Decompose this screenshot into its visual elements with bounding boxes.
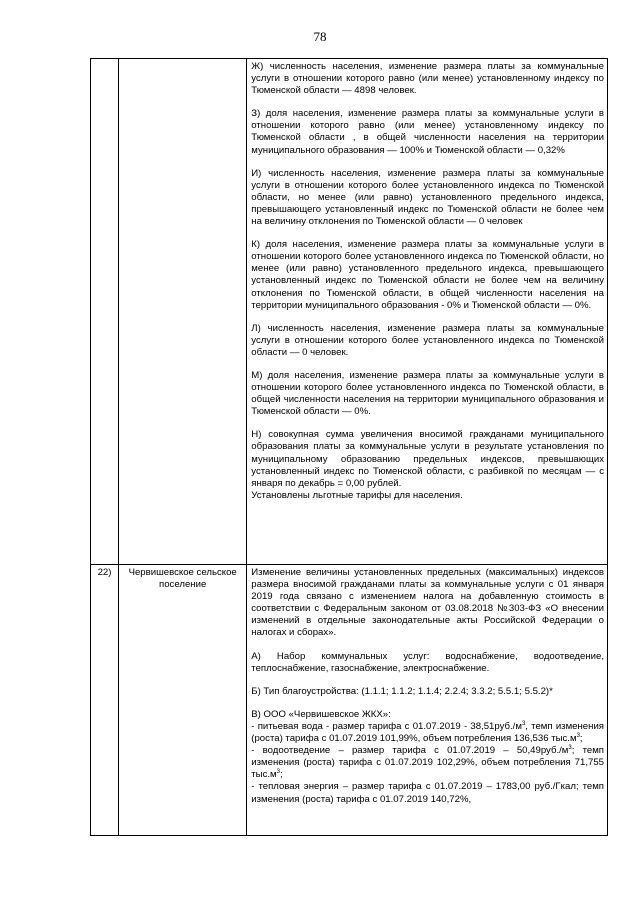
paragraph: И) численность населения, изменение размера платы за коммунальные услуги в отношении которого более установленного индекса по Тюменской области, но менее (или равно) установленного предельного индекса, превышающего установленный индекс по Тюменской области не более чем на величину отклонения по Тюменской области — 0 человек bbox=[251, 167, 604, 228]
type-text: благоустройства: (1.1.1; 1.1.2; 1.1.4; 2.2.4; 3.3.2; 5.5.1; 5.5.2)* bbox=[279, 685, 553, 697]
paragraph bbox=[251, 686, 604, 698]
paragraph: А) Набор коммунальных услуг: водоснабжение, водоотведение, теплоснабжение, газоснабжение, электроснабжение. bbox=[251, 650, 604, 674]
paragraph: Ж) численность населения, изменение размера платы за коммунальные услуги в отношении которого равно (или менее) установленному индексу по Тюменской области — 4898 человек. bbox=[251, 61, 604, 97]
paragraph: Л) численность населения, изменение размера платы за коммунальные услуги в отношении которого более установленного индекса по Тюменской области — 0 человек. bbox=[251, 322, 604, 358]
page-number: 78 bbox=[313, 29, 327, 44]
description-cell bbox=[247, 59, 608, 565]
paragraph: М) доля населения, изменение размера платы за коммунальные услуги в отношении которого более установленного индекса по Тюменской области, в общей численности населения на территории муниципального образования и Тюменской области — 0%. bbox=[251, 369, 604, 418]
tariff-line: - тепловая энергия – размер тарифа с 01.07.2019 – 1783,00 руб./Гкал; темп изменения (роста) тарифа с 01.07.2019 140,72%, bbox=[251, 781, 604, 805]
tariff-line: - питьевая вода - размер тарифа с $01.07.2019 - 38,51руб./м^3$, темп изменения (роста) тарифа с 01.07.2019 101,99%, объем потребления 136,536 $тыс.м^3$; bbox=[251, 720, 604, 745]
settlement-cell bbox=[119, 59, 247, 565]
type-label: Б) Тип bbox=[251, 685, 280, 697]
row-number-cell bbox=[91, 59, 119, 565]
paragraph: Установлены льготные тарифы для населения. bbox=[251, 489, 463, 501]
settlement-cell bbox=[119, 565, 247, 836]
settlement-name: Червишевское сельское поселение bbox=[128, 567, 237, 590]
table-row bbox=[91, 565, 608, 836]
tariff-line: - водоотведение – размер тарифа с $01.07.2019 - 50,49руб./м^3$; темп изменения (роста) тарифа с 01.07.2019 102,29%, объем потребления 71,755 $тыс.м^3$; bbox=[251, 744, 604, 781]
paragraph: К) доля населения, изменение размера платы за коммунальные услуги в отношении которого более установленного индекса по Тюменской области, но менее (или равно) установленного предельного индекса, превышающего установленный индекс по Тюменской области не более чем на величину отклонения по Тюменской области, в общей численности населения на территории муниципального образования - 0% и Тюменской области — 0%. bbox=[251, 239, 604, 311]
org-name: В) ООО «Червишевское ЖКХ»: bbox=[251, 708, 391, 720]
description-cell bbox=[247, 565, 608, 836]
row-number: 22) bbox=[97, 567, 112, 578]
paragraph: З) доля населения, изменение размера платы за коммунальные услуги в отношении которого равно (или менее) установленному индексу по Тюменской области , в общей численности населения на территории муниципального образования — 100% и Тюменской области — 0,32% bbox=[251, 108, 604, 156]
row-number-cell bbox=[91, 565, 119, 836]
table-row bbox=[91, 59, 608, 565]
paragraph: Изменение величины установленных предельных (максимальных) индексов размера вносимой гражданами платы за коммунальные услуги с 01 января 2019 года связано с изменением налога на добавленную стоимость в соответствии с Федеральным законом от 03.08.2018 №303-ФЗ «О внесении изменений в отдельные законодательные акты Российской Федерации о налогах и сборах». bbox=[251, 567, 604, 639]
paragraph: Н) совокупная сумма увеличения вносимой гражданами муниципального образования платы за коммунальные услуги в результате установления по муниципальному образованию предельных индексов, превышающих установленный индекс по Тюменской области, с разбивкой по месяцам — с января по декабрь = 0,00 рублей. bbox=[251, 429, 604, 489]
tariff-table bbox=[90, 58, 608, 836]
